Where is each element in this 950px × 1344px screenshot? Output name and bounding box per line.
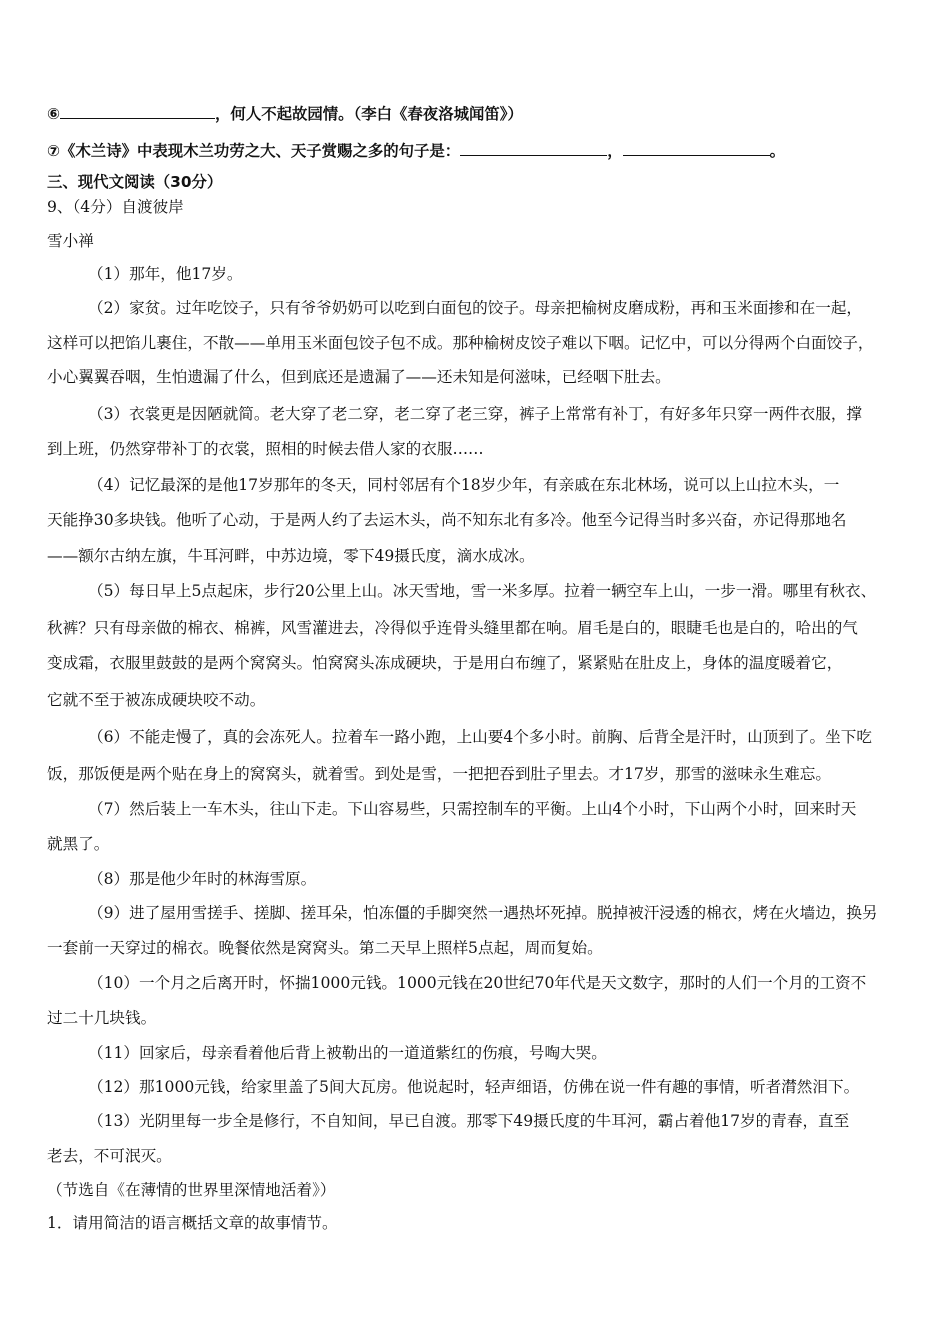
article-line: 饭，那饭便是两个贴在身上的窝窝头，就着雪。到处是雪，一把把吞到肚子里去。才17岁，那雪的滋味永生难忘。 (47, 765, 831, 783)
article-line: 天能挣30多块钱。他听了心动，于是两人约了去运木头，尚不知东北有多冷。他至今记得当时多兴奋，亦记得那地名 (47, 511, 847, 529)
article-line: 这样可以把馅儿裹住，不散——单用玉米面包饺子包不成。那种榆树皮饺子难以下咽。记忆中，可以分得两个白面饺子， (47, 334, 874, 352)
article-author: 雪小禅 (47, 232, 94, 250)
article-line: 变成霜，衣服里鼓鼓的是两个窝窝头。怕窝窝头冻成硬块，于是用白布缠了，紧紧贴在肚皮上，身体的温度暖着它， (47, 654, 843, 672)
question-7-comma: ， (607, 142, 623, 160)
article-line: （4）记忆最深的是他17岁那年的冬天，同村邻居有个18岁少年，有亲戚在东北林场，说可以上山拉木头，一 (88, 476, 840, 494)
article-line: （11）回家后，母亲看着他后背上被勒出的一道道紫红的伤痕，号啕大哭。 (88, 1044, 607, 1062)
article-line: ——额尔古纳左旗，牛耳河畔，中苏边境，零下49摄氏度，滴水成冰。 (47, 547, 535, 565)
article-line: 过二十几块钱。 (47, 1009, 157, 1027)
article-line: 一套前一天穿过的棉衣。晚餐依然是窝窝头。第二天早上照样5点起，周而复始。 (47, 939, 603, 957)
answer-blank-7b[interactable] (623, 140, 770, 156)
poem-question-7 (47, 140, 785, 161)
article-source: （节选自《在薄情的世界里深情地活着》） (47, 1181, 336, 1199)
question-7-end: 。 (769, 142, 786, 160)
article-line: （1）那年，他17岁。 (88, 265, 243, 283)
question-6-number: ⑥ (47, 105, 61, 123)
question-1: 1．请用简洁的语言概括文章的故事情节。 (47, 1214, 338, 1232)
article-question-header: 9、（4分）自渡彼岸 (47, 198, 184, 216)
article-line: 小心翼翼吞咽，生怕遗漏了什么，但到底还是遗漏了——还未知是何滋味，已经咽下肚去。 (47, 368, 671, 386)
article-line: 到上班，仍然穿带补丁的衣裳，照相的时候去借人家的衣服…… (47, 440, 484, 458)
article-line: （7）然后装上一车木头，往山下走。下山容易些，只需控制车的平衡。上山4个小时，下山两个小时，回来时天 (88, 800, 857, 818)
article-line: （9）进了屋用雪搓手、搓脚、搓耳朵，怕冻僵的手脚突然一遇热坏死掉。脱掉被汗浸透的棉衣，烤在火墙边，换另 (88, 904, 878, 922)
section-heading: 三、现代文阅读（30分） (47, 173, 223, 191)
question-7-text: ⑦《木兰诗》中表现木兰功劳之大、天子赏赐之多的句子是： (47, 142, 461, 160)
article-line: （6）不能走慢了，真的会冻死人。拉着车一路小跑，上山要4个多小时。前胸、后背全是汗时，山顶到了。坐下吃 (88, 728, 872, 746)
question-6-text: ，何人不起故园情。（李白《春夜洛城闻笛》） (215, 105, 523, 123)
article-line: （5）每日早上5点起床，步行20公里上山。冰天雪地，雪一米多厚。拉着一辆空车上山，一步一滑。哪里有秋衣、 (88, 582, 877, 600)
article-line: （13）光阴里每一步全是修行，不自知间，早已自渡。那零下49摄氏度的牛耳河，霸占着他17岁的青春，直至 (88, 1112, 850, 1130)
article-line: 秋裤？只有母亲做的棉衣、棉裤，风雪灌进去，冷得似乎连骨头缝里都在响。眉毛是白的，眼睫毛也是白的，哈出的气 (47, 619, 858, 637)
article-line: （10）一个月之后离开时，怀揣1000元钱。1000元钱在20世纪70年代是天文数字，那时的人们一个月的工资不 (88, 974, 867, 992)
article-line: 它就不至于被冻成硬块咬不动。 (47, 691, 266, 709)
answer-blank-6[interactable] (60, 103, 215, 119)
article-line: 老去，不可泯灭。 (47, 1147, 172, 1165)
article-line: （12）那1000元钱，给家里盖了5间大瓦房。他说起时，轻声细语，仿佛在说一件有趣的事情，听者潸然泪下。 (88, 1078, 860, 1096)
article-line: （2）家贫。过年吃饺子，只有爷爷奶奶可以吃到白面包的饺子。母亲把榆树皮磨成粉，再和玉米面掺和在一起， (88, 299, 863, 317)
article-line: （3）衣裳更是因陋就简。老大穿了老二穿，老二穿了老三穿，裤子上常常有补丁，有好多年只穿一两件衣服，撑 (88, 405, 863, 423)
poem-question-6 (47, 103, 523, 124)
article-line: （8）那是他少年时的林海雪原。 (88, 870, 317, 888)
article-line: 就黑了。 (47, 835, 110, 853)
answer-blank-7a[interactable] (460, 140, 607, 156)
